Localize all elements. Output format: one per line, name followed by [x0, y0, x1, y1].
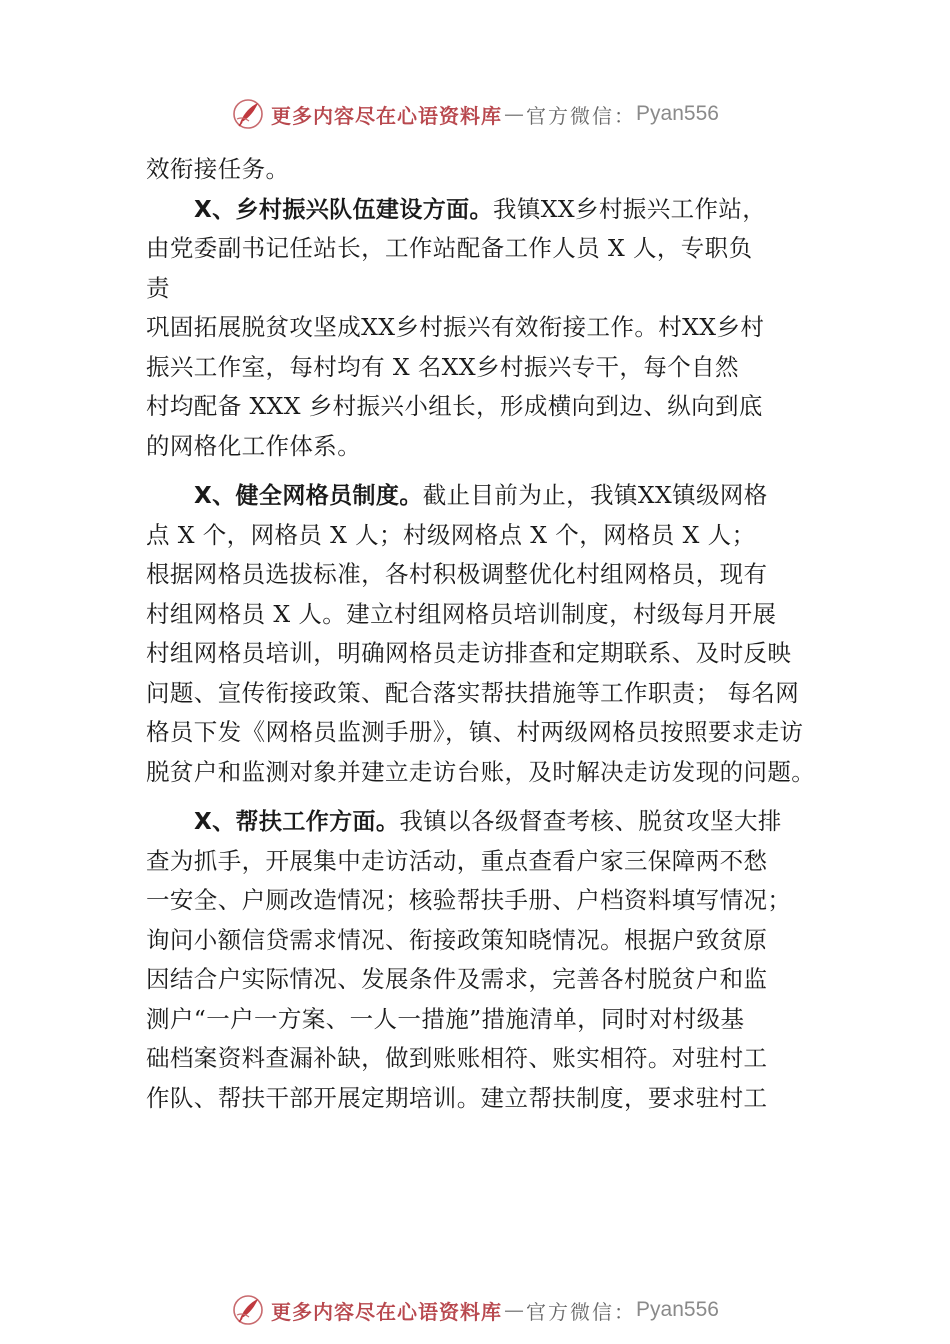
paragraph-2-line: 问题、宣传衔接政策、配合落实帮扶措施等工作职责； 每名网: [146, 678, 800, 707]
paragraph-1-line: 振兴工作室，每村均有 X 名XX乡村振兴专干，每个自然: [146, 352, 739, 381]
paragraph-1-line: 责: [146, 273, 170, 302]
paragraph-1-line: 村均配备 XXX 乡村振兴小组长，形成横向到边、纵向到底: [146, 392, 763, 420]
footer-official-label: 官方微信：: [526, 1299, 637, 1324]
header-brand: 更多内容尽在心语资料库: [271, 103, 503, 128]
paragraph-2-line: 脱贫户和监测对象并建立走访台账，及时解决走访发现的问题。: [146, 757, 816, 786]
footer-brand: 更多内容尽在心语资料库: [271, 1299, 503, 1324]
paragraph-1-line: 巩固拓展脱贫攻坚成XX乡村振兴有效衔接工作。村XX乡村: [146, 313, 765, 341]
paragraph-2-line: 截止目前为止，我镇XX镇级网格: [422, 481, 768, 509]
paragraph-3-line: 作队、帮扶干部开展定期培训。建立帮扶制度，要求驻村工: [146, 1083, 768, 1112]
footer-dash: —: [504, 1298, 525, 1322]
paragraph-3-line: 一安全、户厕改造情况；核验帮扶手册、户档资料填写情况；: [146, 886, 792, 914]
paragraph-3-line: 测户“一户一方案、一人一措施”措施清单，同时对村级基: [146, 1004, 745, 1033]
paragraph-2-first-line: [146, 476, 826, 516]
header-dash: —: [504, 102, 525, 126]
quill-logo-icon: [231, 1293, 265, 1327]
paragraph-3-line: 查为抓手，开展集中走访活动，重点查看户家三保障两不愁: [146, 846, 768, 875]
footer-wechat-id: Pyan556: [636, 1298, 719, 1321]
paragraph-3-line: 因结合户实际情况、发展条件及需求，完善各村脱贫户和监: [146, 965, 768, 993]
paragraph-3-first-line: [146, 802, 826, 842]
quill-logo-icon: [231, 97, 265, 131]
paragraph-0-line: 效衔接任务。: [146, 155, 290, 183]
header-banner: [0, 94, 950, 134]
document-body: [146, 150, 826, 1118]
paragraph-2-line: 村组网格员培训，明确网格员走访排查和定期联系、及时反映: [146, 639, 792, 667]
paragraph-3-line: 我镇以各级督查考核、脱贫攻坚大排: [399, 807, 782, 835]
paragraph-1-line: 的网格化工作体系。: [146, 431, 362, 460]
section-heading-grid: X、健全网格员制度。: [194, 483, 423, 509]
paragraph-1-line: 由党委副书记任站长，工作站配备工作人员 X 人，专职负: [146, 234, 753, 262]
paragraph-2-line: 点 X 个，网格员 X 人；村级网格点 X 个，网格员 X 人；: [146, 520, 756, 549]
paragraph-1-line: 我镇XX乡村振兴工作站，: [492, 194, 767, 223]
paragraph-3-line: 础档案资料查漏补缺，做到账账相符、账实相符。对驻村工: [146, 1044, 768, 1072]
paragraph-2-line: 村组网格员 X 人。建立村组网格员培训制度，村级每月开展: [146, 599, 777, 628]
paragraph-2-line: 格员下发《网格员监测手册》，镇、村两级网格员按照要求走访: [146, 718, 804, 746]
footer-banner: [0, 1290, 950, 1330]
paragraph-3-line: 询问小额信贷需求情况、衔接政策知晓情况。根据户致贫原: [146, 925, 768, 954]
section-heading-team: X、乡村振兴队伍建设方面。: [194, 196, 493, 223]
header-wechat-id: Pyan556: [636, 102, 719, 125]
header-official-label: 官方微信：: [526, 103, 637, 128]
paragraph-1-first-line: [146, 190, 826, 230]
section-heading-assistance: X、帮扶工作方面。: [194, 809, 400, 835]
paragraph-2-line: 根据网格员选拔标准，各村积极调整优化村组网格员，现有: [146, 560, 768, 588]
